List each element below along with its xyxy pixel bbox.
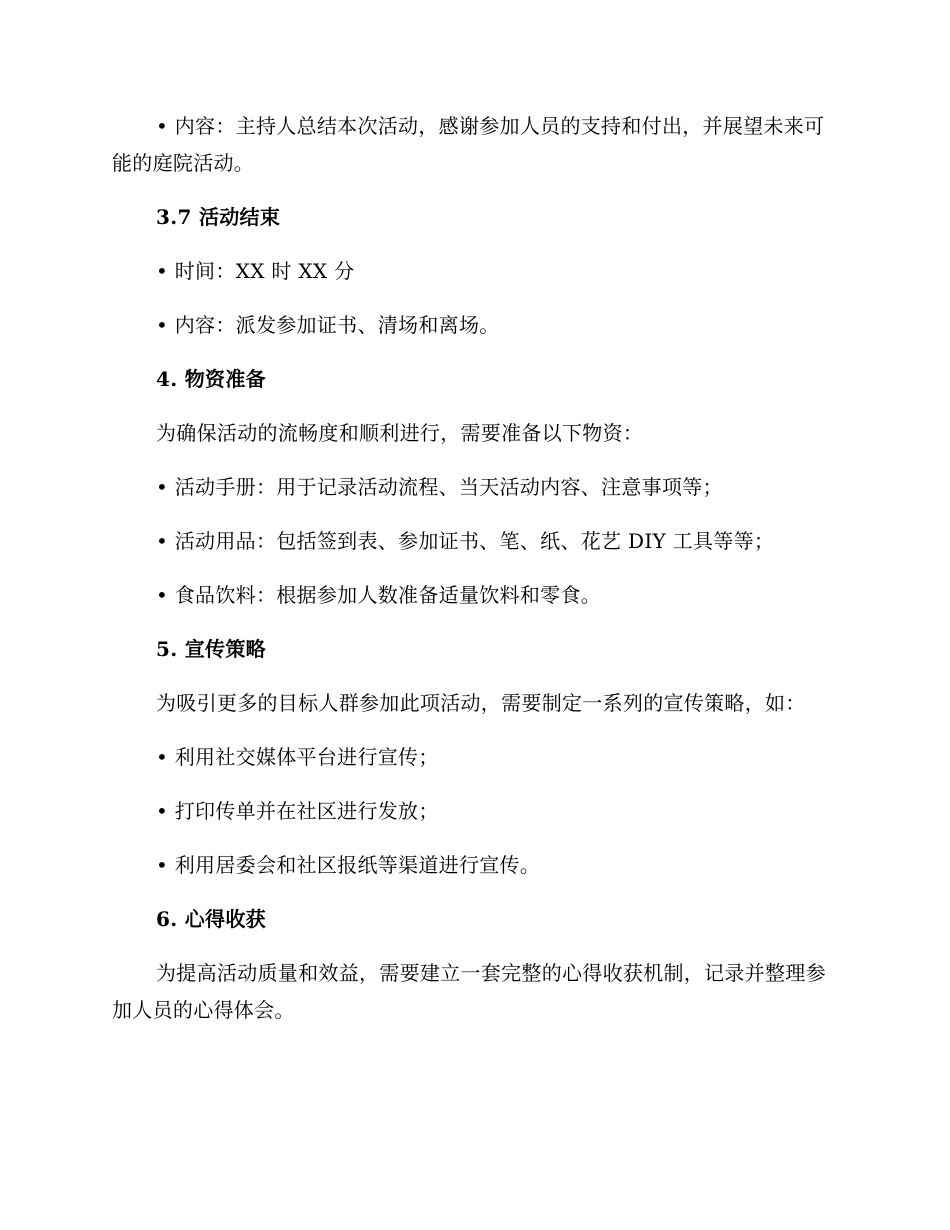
bullet-activity-manual: • 活动手册：用于记录活动流程、当天活动内容、注意事项等；	[156, 475, 723, 499]
bullet-food-drinks: • 食品饮料：根据参加人数准备适量饮料和零食。	[156, 583, 602, 607]
paragraph-supplies-intro: 为确保活动的流畅度和顺利进行，需要准备以下物资：	[156, 421, 644, 445]
section-heading-6: 6. 心得收获	[156, 907, 266, 931]
bullet-social-media: • 利用社交媒体平台进行宣传；	[156, 745, 439, 769]
section-heading-3-7: 3.7 活动结束	[156, 205, 281, 229]
bullet-activity-supplies: • 活动用品：包括签到表、参加证书、笔、纸、花艺 DIY 工具等等；	[156, 529, 775, 553]
paragraph-closing-content: • 内容：主持人总结本次活动，感谢参加人员的支持和付出，并展望未来可能的庭院活动。	[112, 114, 825, 175]
paragraph-promotion-intro: 为吸引更多的目标人群参加此项活动，需要制定一系列的宣传策略，如：	[156, 691, 806, 715]
section-heading-4: 4. 物资准备	[156, 367, 266, 391]
section-heading-5: 5. 宣传策略	[156, 637, 266, 661]
bullet-flyers: • 打印传单并在社区进行发放；	[156, 799, 439, 823]
paragraph-takeaways: 为提高活动质量和效益，需要建立一套完整的心得收获机制，记录并整理参加人员的心得体会。	[112, 961, 826, 1022]
bullet-community-channels: • 利用居委会和社区报纸等渠道进行宣传。	[156, 853, 541, 877]
document-page	[112, 108, 834, 1029]
bullet-end-content: • 内容：派发参加证书、清场和离场。	[156, 313, 500, 337]
bullet-end-time: • 时间：XX 时 XX 分	[156, 259, 355, 283]
